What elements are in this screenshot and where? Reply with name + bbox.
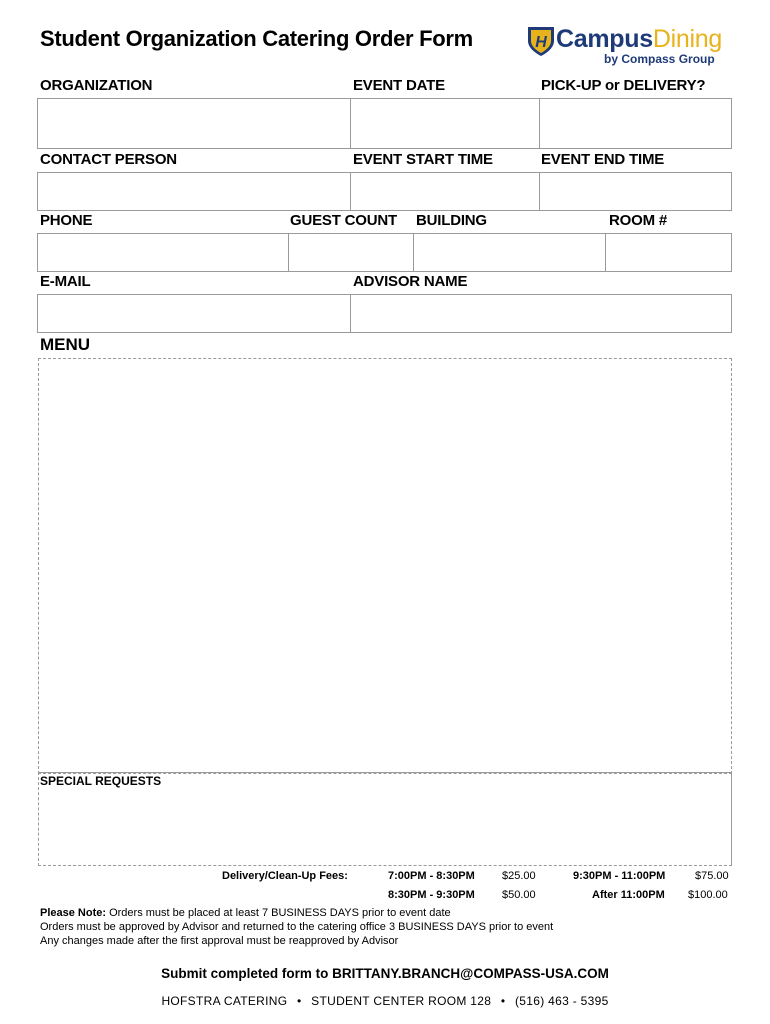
organization-label: ORGANIZATION	[40, 77, 153, 94]
email-field[interactable]	[37, 294, 351, 333]
event-date-label: EVENT DATE	[353, 77, 445, 94]
organization-field[interactable]	[37, 98, 351, 149]
phone-field[interactable]	[37, 233, 289, 272]
email-label: E-MAIL	[40, 273, 91, 290]
event-end-time-label: EVENT END TIME	[541, 151, 665, 168]
menu-label: MENU	[40, 335, 91, 354]
fee-price: $25.00	[502, 870, 536, 882]
fee-price: $50.00	[502, 889, 536, 901]
note-line-2: Orders must be approved by Advisor and returned to the catering office 3 BUSINESS DAYS prior to event	[40, 921, 554, 933]
advisor-name-label: ADVISOR NAME	[353, 273, 468, 290]
submit-instructions: Submit completed form to BRITTANY.BRANCH@COMPASS-USA.COM	[161, 966, 609, 981]
event-end-time-field[interactable]	[539, 172, 732, 211]
note-line-3: Any changes made after the first approval must be reapproved by Advisor	[40, 935, 399, 947]
note-text: Orders must be placed at least 7 BUSINESS DAYS prior to event date	[106, 907, 451, 919]
footer-location: STUDENT CENTER ROOM 128	[311, 994, 492, 1008]
special-requests-label: SPECIAL REQUESTS	[40, 774, 162, 788]
footer-separator: •	[297, 994, 302, 1008]
logo-campus: Campus	[556, 25, 653, 53]
pickup-delivery-field[interactable]	[539, 98, 732, 149]
event-start-time-label: EVENT START TIME	[353, 151, 493, 168]
shield-icon	[526, 24, 556, 58]
footer-separator: •	[500, 994, 506, 1008]
menu-field[interactable]	[38, 358, 732, 774]
logo-wordmark	[556, 25, 722, 54]
room-field[interactable]	[605, 233, 732, 272]
fees-label: Delivery/Clean-Up Fees:	[222, 870, 348, 882]
fee-price: $75.00	[695, 870, 729, 882]
room-label: ROOM #	[609, 212, 667, 229]
building-field[interactable]	[413, 233, 606, 272]
note-prefix: Please Note:	[40, 907, 107, 919]
guest-count-label: GUEST COUNT	[290, 212, 397, 229]
svg-text:H: H	[535, 34, 547, 51]
footer-org: HOFSTRA CATERING	[161, 994, 288, 1008]
note-line-1	[40, 907, 451, 919]
phone-label: PHONE	[40, 212, 93, 229]
building-label: BUILDING	[416, 212, 487, 229]
fee-time: 9:30PM - 11:00PM	[573, 870, 666, 882]
footer-phone: (516) 463 - 5395	[515, 994, 609, 1008]
contact-person-label: CONTACT PERSON	[40, 151, 177, 168]
form-title: Student Organization Catering Order Form	[40, 26, 473, 51]
event-start-time-field[interactable]	[350, 172, 540, 211]
fee-time: 8:30PM - 9:30PM	[388, 889, 475, 901]
logo-dining: Dining	[652, 25, 722, 53]
event-date-field[interactable]	[350, 98, 540, 149]
fee-time: After 11:00PM	[592, 889, 665, 901]
advisor-name-field[interactable]	[350, 294, 732, 333]
footer	[0, 994, 770, 1008]
contact-person-field[interactable]	[37, 172, 351, 211]
logo-subtitle: by Compass Group	[604, 52, 715, 66]
pickup-delivery-label: PICK-UP or DELIVERY?	[541, 77, 706, 94]
fee-price: $100.00	[688, 889, 728, 901]
fee-time: 7:00PM - 8:30PM	[388, 870, 475, 882]
guest-count-field[interactable]	[288, 233, 414, 272]
